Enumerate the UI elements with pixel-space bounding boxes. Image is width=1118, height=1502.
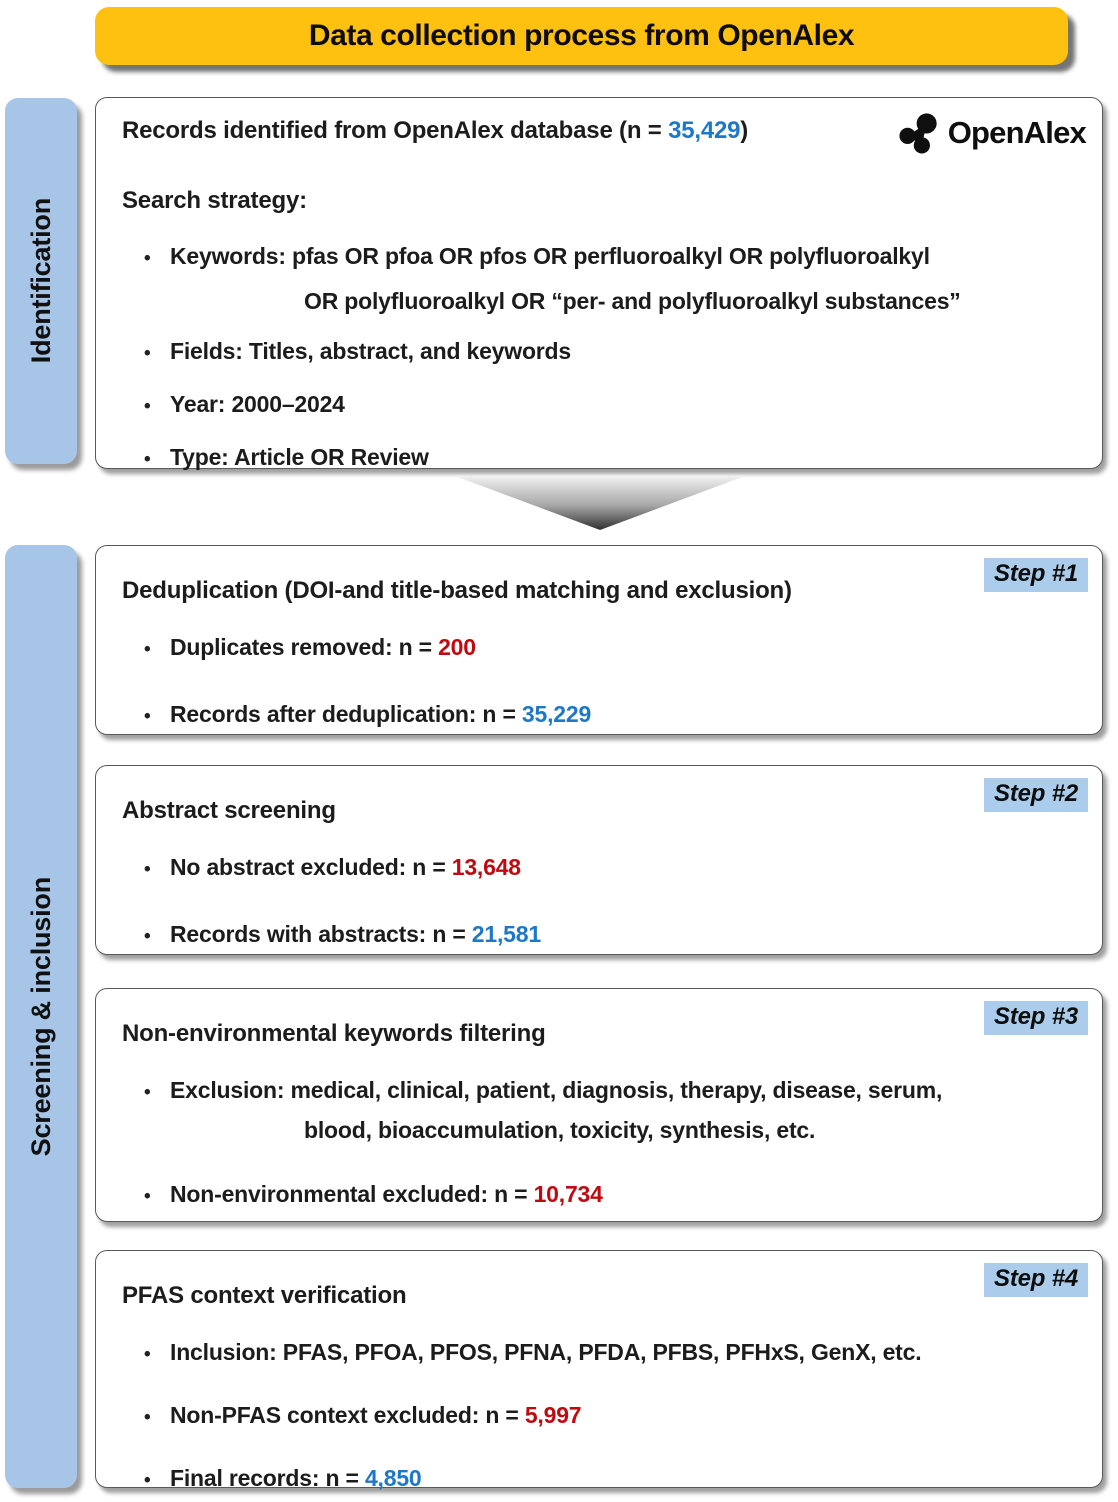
bullet-marker <box>144 389 170 422</box>
step-3-box <box>95 988 1103 1222</box>
step-1-box <box>95 545 1103 735</box>
bullet-marker <box>144 632 170 665</box>
bullet-marker <box>144 699 170 732</box>
step-2-box <box>95 765 1103 955</box>
step-1-list <box>122 632 1076 732</box>
list-item <box>144 1463 1076 1496</box>
list-item <box>144 852 1076 885</box>
step-2-title: Abstract screening <box>122 797 336 824</box>
bullet-marker <box>144 1075 170 1145</box>
bullet-marker <box>144 1337 170 1370</box>
non-environmental-excluded-label: Non-environmental excluded: n = <box>170 1181 534 1207</box>
list-item <box>144 389 1076 422</box>
list-item <box>144 336 1076 369</box>
bullet-marker <box>144 336 170 369</box>
final-records-count: 4,850 <box>364 1465 422 1491</box>
step-4-title: PFAS context verification <box>122 1282 407 1309</box>
fields-bullet: Fields: Titles, abstract, and keywords <box>170 338 571 364</box>
non-environmental-excluded-count: 10,734 <box>533 1181 603 1207</box>
stage-label-screening-text: Screening & inclusion <box>25 876 56 1157</box>
list-item <box>144 919 1076 952</box>
bullet-marker <box>144 1400 170 1433</box>
step-4-list <box>122 1337 1076 1496</box>
no-abstract-excluded-label: No abstract excluded: n = <box>170 854 452 880</box>
bullet-marker <box>144 1179 170 1212</box>
search-strategy-list <box>122 241 1076 475</box>
stage-label-screening-inclusion <box>5 545 77 1488</box>
list-item <box>144 241 1076 316</box>
stage-label-identification-text: Identification <box>25 198 56 364</box>
identification-title-text: Records identified from OpenAlex database (n = <box>122 117 669 144</box>
step-3-list <box>122 1075 1076 1212</box>
step-3-title: Non-environmental keywords filtering <box>122 1020 546 1047</box>
list-item <box>144 1179 1076 1212</box>
final-records-label: Final records: n = <box>170 1465 365 1491</box>
figure-title: Data collection process from OpenAlex <box>308 19 855 52</box>
down-arrow-icon <box>455 476 745 530</box>
list-item <box>144 442 1076 475</box>
non-pfas-excluded-count: 5,997 <box>524 1402 582 1428</box>
identification-title-suffix: ) <box>740 117 749 144</box>
inclusion-terms-bullet: Inclusion: PFAS, PFOA, PFOS, PFNA, PFDA, PFBS, PFHxS, GenX, etc. <box>170 1339 922 1365</box>
records-with-abstracts-count: 21,581 <box>471 921 541 947</box>
openalex-logo <box>898 112 1086 154</box>
keywords-bullet-line2: OR polyfluoroalkyl OR “per- and polyfluoroalkyl substances” <box>304 288 961 314</box>
step-1-title: Deduplication (DOI-and title-based matching and exclusion) <box>122 577 792 604</box>
figure-title-banner <box>95 7 1068 65</box>
keywords-bullet: Keywords: pfas OR pfoa OR pfos OR perfluoroalkyl OR polyfluoroalkyl <box>170 243 930 269</box>
step-4-badge: Step #4 <box>984 1263 1088 1297</box>
stage-label-identification <box>5 98 77 464</box>
list-item <box>144 1075 1076 1145</box>
exclusion-keywords-line2: blood, bioaccumulation, toxicity, synthesis, etc. <box>304 1117 816 1143</box>
records-identified-count: 35,429 <box>668 117 741 144</box>
list-item <box>144 699 1076 732</box>
bullet-marker <box>144 442 170 475</box>
year-bullet: Year: 2000–2024 <box>170 391 345 417</box>
openalex-logo-icon <box>898 112 940 154</box>
step-1-badge: Step #1 <box>984 558 1088 592</box>
exclusion-keywords-bullet: Exclusion: medical, clinical, patient, diagnosis, therapy, disease, serum, <box>170 1077 943 1103</box>
duplicates-removed-count: 200 <box>438 634 476 660</box>
bullet-marker <box>144 241 170 316</box>
records-after-dedup-count: 35,229 <box>521 701 592 727</box>
openalex-logo-text: OpenAlex <box>947 115 1086 150</box>
duplicates-removed-label: Duplicates removed: n = <box>170 634 439 660</box>
records-after-dedup-label: Records after deduplication: n = <box>170 701 522 727</box>
type-bullet: Type: Article OR Review <box>170 444 429 470</box>
step-2-badge: Step #2 <box>984 778 1088 812</box>
list-item <box>144 632 1076 665</box>
step-4-box <box>95 1250 1103 1491</box>
non-pfas-excluded-label: Non-PFAS context excluded: n = <box>170 1402 525 1428</box>
search-strategy-heading: Search strategy: <box>122 187 307 214</box>
bullet-marker <box>144 919 170 952</box>
list-item <box>144 1400 1076 1433</box>
no-abstract-excluded-count: 13,648 <box>451 854 521 880</box>
identification-box <box>95 97 1103 469</box>
bullet-marker <box>144 852 170 885</box>
bullet-marker <box>144 1463 170 1496</box>
step-3-badge: Step #3 <box>984 1001 1088 1035</box>
list-item <box>144 1337 1076 1370</box>
records-with-abstracts-label: Records with abstracts: n = <box>170 921 472 947</box>
step-2-list <box>122 852 1076 952</box>
